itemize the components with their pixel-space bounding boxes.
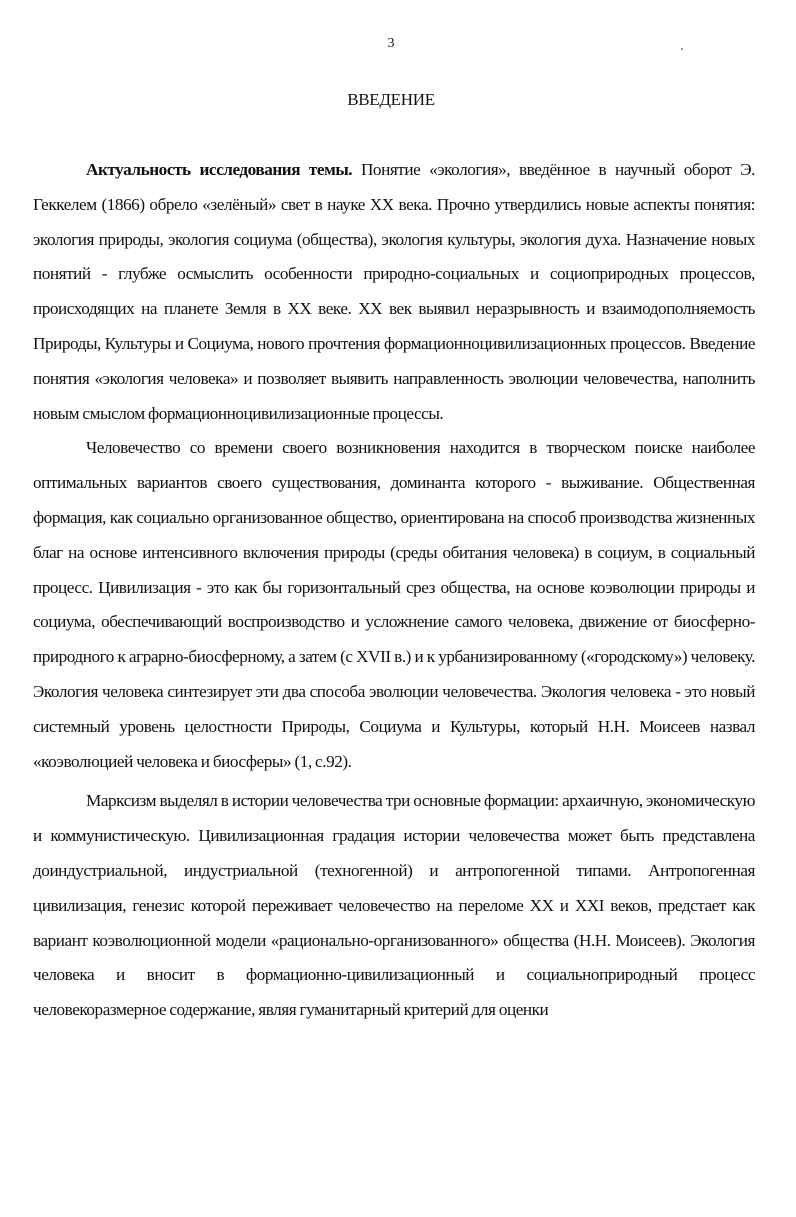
page-number: 3 xyxy=(387,36,395,51)
paragraph-marxism xyxy=(33,784,755,1028)
section-heading: ВВЕДЕНИЕ xyxy=(347,90,435,109)
paragraph-relevance xyxy=(33,153,755,431)
paragraph-text: Понятие «экология», введённое в научный оборот Э. Геккелем (1866) обрело «зелёный» свет в науке XX века. Прочно утвердились новые аспекты понятия: экология природы, экология социума (общества), экология культуры, экология духа. Назначение новых понятий - глубже осмыслить особенности природно-социальных и социоприродных процессов, происходящих на планете Земля в XX веке. XX век выявил неразрывность и взаимодополняемость Природы, Культуры и Социума, нового прочтения формационноцивилизационных процессов. Введение понятия «экология человека» и позволяет выявить направленность эволюции человечества, наполнить новым смыслом формационноцивилизационные процессы. xyxy=(33,160,755,423)
paragraph-humanity xyxy=(33,431,755,779)
paragraph-lead: Актуальность исследования темы. xyxy=(86,160,353,179)
paragraph-text: Марксизм выделял в истории человечества три основные формации: архаичную, экономическую и коммунистическую. Цивилизационная градация истории человечества может быть представлена доиндустриальной, индустриальной (техногенной) и антропогенной типами. Антропогенная цивилизация, генезис которой переживает человечество на переломе XX и XXI веков, предстает как вариант коэволюционной модели «рационально-организованного» общества (Н.Н. Моисеев). Экология человека и вносит в формационно-цивилизационный и социальноприродный процесс человекоразмерное содержание, являя гуманитарный критерий для оценки xyxy=(33,791,755,1020)
scan-speck xyxy=(681,48,683,50)
paragraph-text: Человечество со времени своего возникновения находится в творческом поиске наиболее оптимальных вариантов своего существования, доминанта которого - выживание. Общественная формация, как социально организованное общество, ориентирована на способ производства жизненных благ на основе интенсивного включения природы (среды обитания человека) в социум, в социальный процесс. Цивилизация - это как бы горизонтальный срез общества, на основе коэволюции природы и социума, обеспечивающий воспроизводство и усложнение самого человека, движение от биосферно-природного к аграрно-биосферному, а затем (с XVII в.) и к урбанизированному («городскому») человеку. Экология человека синтезирует эти два способа эволюции человечества. Экология человека - это новый системный уровень целостности Природы, Социума и Культуры, который Н.Н. Моисеев назвал «коэволюцией человека и биосферы» (1, с.92). xyxy=(33,438,755,771)
body-text xyxy=(33,153,755,1028)
